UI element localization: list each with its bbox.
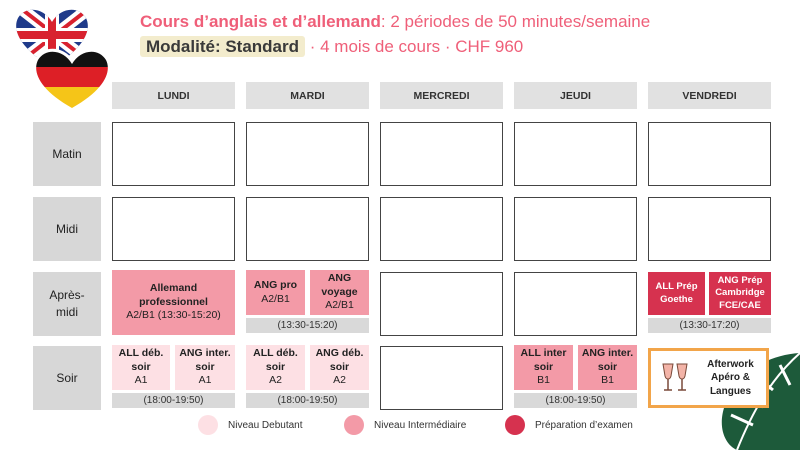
course-name: ALL déb. soir: [253, 347, 298, 373]
course-level: A2: [269, 374, 282, 387]
legend-debutant: [198, 415, 303, 435]
flags-illustration: [0, 0, 130, 115]
course-name: ALL Prép Goethe: [655, 281, 698, 305]
course-name: ANG voyage: [321, 272, 358, 298]
course-thursday-evening-1[interactable]: [514, 345, 573, 390]
page-title: [140, 12, 650, 32]
legend-debutant-label: Niveau Debutant: [228, 419, 303, 431]
course-monday-afternoon[interactable]: [112, 270, 235, 335]
course-level: A1: [134, 374, 148, 387]
legend-intermediaire: [344, 415, 466, 435]
slot-monday-noon: [112, 197, 235, 261]
slot-thursday-morning: [514, 122, 637, 186]
course-thursday-evening-2[interactable]: [578, 345, 637, 390]
legend-debutant-swatch: [198, 415, 218, 435]
course-name: ANG déb. soir: [315, 347, 364, 373]
slot-wednesday-noon: [380, 197, 503, 261]
course-name: ANG inter. soir: [179, 347, 231, 373]
course-tuesday-evening-1[interactable]: [246, 345, 305, 390]
title-rest: : 2 périodes de 50 minutes/semaine: [380, 12, 651, 31]
course-monday-evening-1[interactable]: [112, 345, 170, 390]
course-tuesday-afternoon-1[interactable]: [246, 270, 305, 315]
legend-examen-label: Préparation d’examen: [535, 419, 633, 431]
day-header-monday: LUNDI: [112, 82, 235, 109]
course-name: Allemand professionnel: [139, 282, 208, 308]
period-header-noon: Midi: [33, 197, 101, 261]
period-header-afternoon: Après- midi: [33, 272, 101, 336]
slot-wednesday-morning: [380, 122, 503, 186]
slot-monday-morning: [112, 122, 235, 186]
course-level: A2: [333, 374, 346, 387]
time-tuesday-afternoon: (13:30-15:20): [246, 318, 369, 333]
afterwork-inner: [651, 351, 766, 405]
page-subtitle: [140, 37, 523, 57]
course-tuesday-afternoon-2[interactable]: [310, 270, 369, 315]
modality-rest: · 4 mois de cours · CHF 960: [305, 37, 524, 56]
legend-intermediaire-label: Niveau Intermédiaire: [374, 419, 467, 431]
slot-wednesday-afternoon: [380, 272, 503, 336]
period-header-morning: Matin: [33, 122, 101, 186]
legend-examen: [505, 415, 633, 435]
slot-friday-noon: [648, 197, 771, 261]
course-name: ANG Prép Cambridge FCE/CAE: [715, 274, 765, 311]
time-monday-evening: (18:00-19:50): [112, 393, 235, 408]
course-monday-evening-2[interactable]: [175, 345, 235, 390]
day-header-tuesday: MARDI: [246, 82, 369, 109]
course-level: A2/B1: [325, 299, 354, 312]
slot-tuesday-noon: [246, 197, 369, 261]
course-name: ALL déb. soir: [118, 347, 164, 373]
slot-friday-morning: [648, 122, 771, 186]
course-level: A1: [198, 374, 212, 387]
course-friday-afternoon-1[interactable]: [648, 272, 705, 315]
course-name: ALL inter soir: [520, 347, 567, 373]
course-level: B1: [537, 374, 550, 387]
course-friday-afternoon-2[interactable]: [709, 272, 771, 315]
course-level: B1: [601, 374, 614, 387]
time-friday-afternoon: (13:30-17:20): [648, 318, 771, 333]
slot-wednesday-evening: [380, 346, 503, 410]
slot-tuesday-morning: [246, 122, 369, 186]
course-detail: A2/B1 (13:30-15:20): [126, 309, 221, 322]
period-header-evening: Soir: [33, 346, 101, 410]
course-tuesday-evening-2[interactable]: [310, 345, 369, 390]
course-name: ANG pro: [253, 278, 298, 291]
course-level: A2/B1: [261, 292, 290, 305]
legend-examen-swatch: [505, 415, 525, 435]
afterwork-label: Afterwork Apéro & Langues: [707, 358, 754, 397]
course-friday-evening[interactable]: [648, 348, 769, 408]
time-thursday-evening: (18:00-19:50): [514, 393, 637, 408]
title-bold: Cours d’anglais et d’allemand: [140, 12, 381, 31]
course-name: ANG inter. soir: [581, 347, 634, 373]
slot-thursday-noon: [514, 197, 637, 261]
time-tuesday-evening: (18:00-19:50): [246, 393, 369, 408]
slot-thursday-afternoon: [514, 272, 637, 336]
day-header-wednesday: MERCREDI: [380, 82, 503, 109]
legend-intermediaire-swatch: [344, 415, 364, 435]
day-header-friday: VENDREDI: [648, 82, 771, 109]
day-header-thursday: JEUDI: [514, 82, 637, 109]
wine-glasses-icon: [655, 358, 695, 398]
modality-label: Modalité: Standard: [140, 36, 305, 57]
